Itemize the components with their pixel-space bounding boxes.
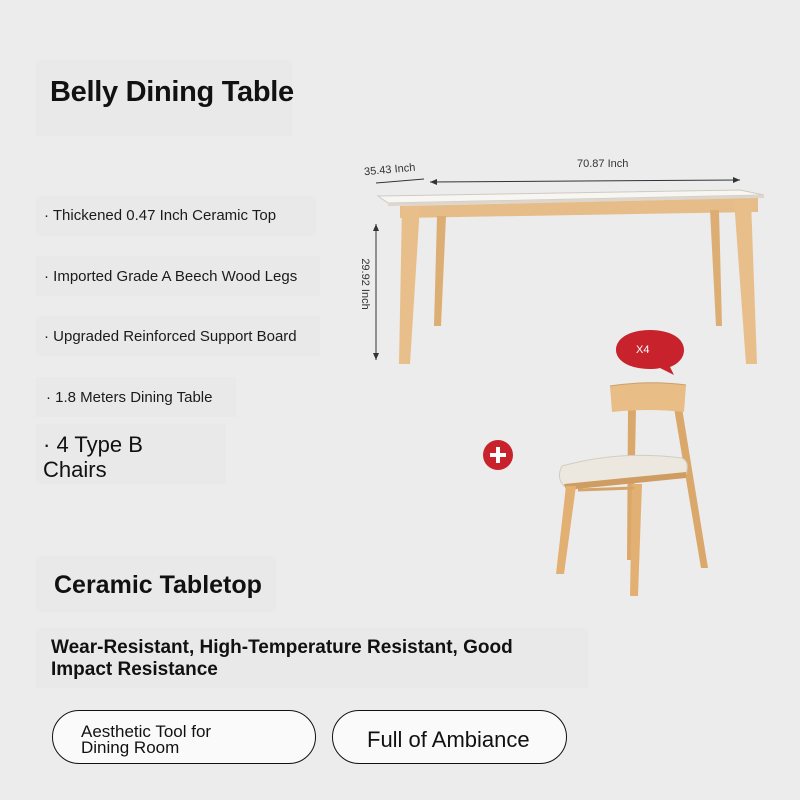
tag-ambiance-text: Full of Ambiance xyxy=(367,727,530,752)
feature-item: · Imported Grade A Beech Wood Legs xyxy=(44,268,298,285)
section-description: Wear-Resistant, High-Temperature Resistant, Good Impact Resistance xyxy=(51,637,513,680)
chairs-feature xyxy=(43,432,143,482)
tag-aesthetic-text xyxy=(81,724,211,756)
width-label: 70.87 Inch xyxy=(577,158,629,170)
tag-aesthetic xyxy=(52,710,316,764)
feature-item: · Upgraded Reinforced Support Board xyxy=(44,328,297,345)
tag-aesthetic-line2: Dining Room xyxy=(81,738,180,757)
depth-label: 35.43 Inch xyxy=(363,161,416,179)
plus-icon xyxy=(483,440,513,470)
tag-aesthetic-line1: Aesthetic Tool for xyxy=(81,722,212,741)
chairs-feature-line1: · 4 Type B xyxy=(43,432,143,457)
chair-illustration xyxy=(540,378,730,603)
product-title: Belly Dining Table xyxy=(50,76,294,108)
section-title: Ceramic Tabletop xyxy=(54,571,262,599)
feature-item: · 1.8 Meters Dining Table xyxy=(46,389,213,406)
feature-item: · Thickened 0.47 Inch Ceramic Top xyxy=(44,207,277,224)
quantity-badge: X4 xyxy=(636,344,650,356)
quantity-badge-icon xyxy=(612,328,688,376)
height-label: 29.92 Inch xyxy=(359,258,371,310)
chairs-feature-line2: Chairs xyxy=(43,457,107,482)
tag-ambiance xyxy=(332,710,567,764)
